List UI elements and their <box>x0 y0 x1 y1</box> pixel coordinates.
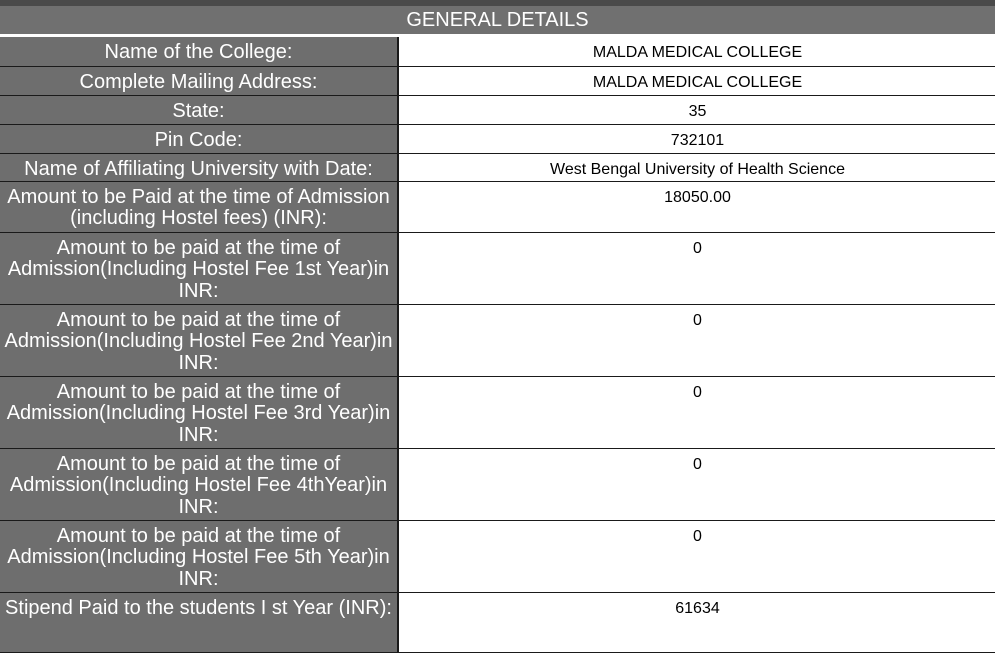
section-title: GENERAL DETAILS <box>0 6 995 35</box>
table-row <box>0 181 995 232</box>
row-label: Pin Code: <box>0 124 398 153</box>
row-label: Amount to be paid at the time of Admission(Including Hostel Fee 2nd Year)in INR: <box>0 304 398 376</box>
row-value: 61634 <box>398 592 995 652</box>
row-label: Amount to be paid at the time of Admission(Including Hostel Fee 3rd Year)in INR: <box>0 376 398 448</box>
row-label: Name of the College: <box>0 37 398 66</box>
table-row <box>0 520 995 592</box>
table-row <box>0 376 995 448</box>
table-row <box>0 153 995 181</box>
general-details-table <box>0 37 995 653</box>
row-label: Amount to be paid at the time of Admission(Including Hostel Fee 1st Year)in INR: <box>0 232 398 304</box>
row-label: State: <box>0 95 398 124</box>
row-value: 0 <box>398 448 995 520</box>
row-label: Stipend Paid to the students I st Year (INR): <box>0 592 398 652</box>
row-value: 35 <box>398 95 995 124</box>
row-value: West Bengal University of Health Science <box>398 153 995 181</box>
table-row <box>0 232 995 304</box>
row-label: Amount to be paid at the time of Admission(Including Hostel Fee 5th Year)in INR: <box>0 520 398 592</box>
row-value: 732101 <box>398 124 995 153</box>
row-label: Name of Affiliating University with Date: <box>0 153 398 181</box>
row-value: MALDA MEDICAL COLLEGE <box>398 66 995 95</box>
table-row <box>0 95 995 124</box>
row-value: 0 <box>398 232 995 304</box>
table-row <box>0 37 995 66</box>
row-value: 0 <box>398 304 995 376</box>
row-label: Amount to be paid at the time of Admission(Including Hostel Fee 4thYear)in INR: <box>0 448 398 520</box>
table-row <box>0 592 995 652</box>
row-value: 0 <box>398 376 995 448</box>
table-row <box>0 448 995 520</box>
table-row <box>0 304 995 376</box>
row-label: Amount to be Paid at the time of Admission (including Hostel fees) (INR): <box>0 181 398 232</box>
row-label: Complete Mailing Address: <box>0 66 398 95</box>
table-row <box>0 66 995 95</box>
row-value: 0 <box>398 520 995 592</box>
row-value: 18050.00 <box>398 181 995 232</box>
row-value: MALDA MEDICAL COLLEGE <box>398 37 995 66</box>
table-row <box>0 124 995 153</box>
